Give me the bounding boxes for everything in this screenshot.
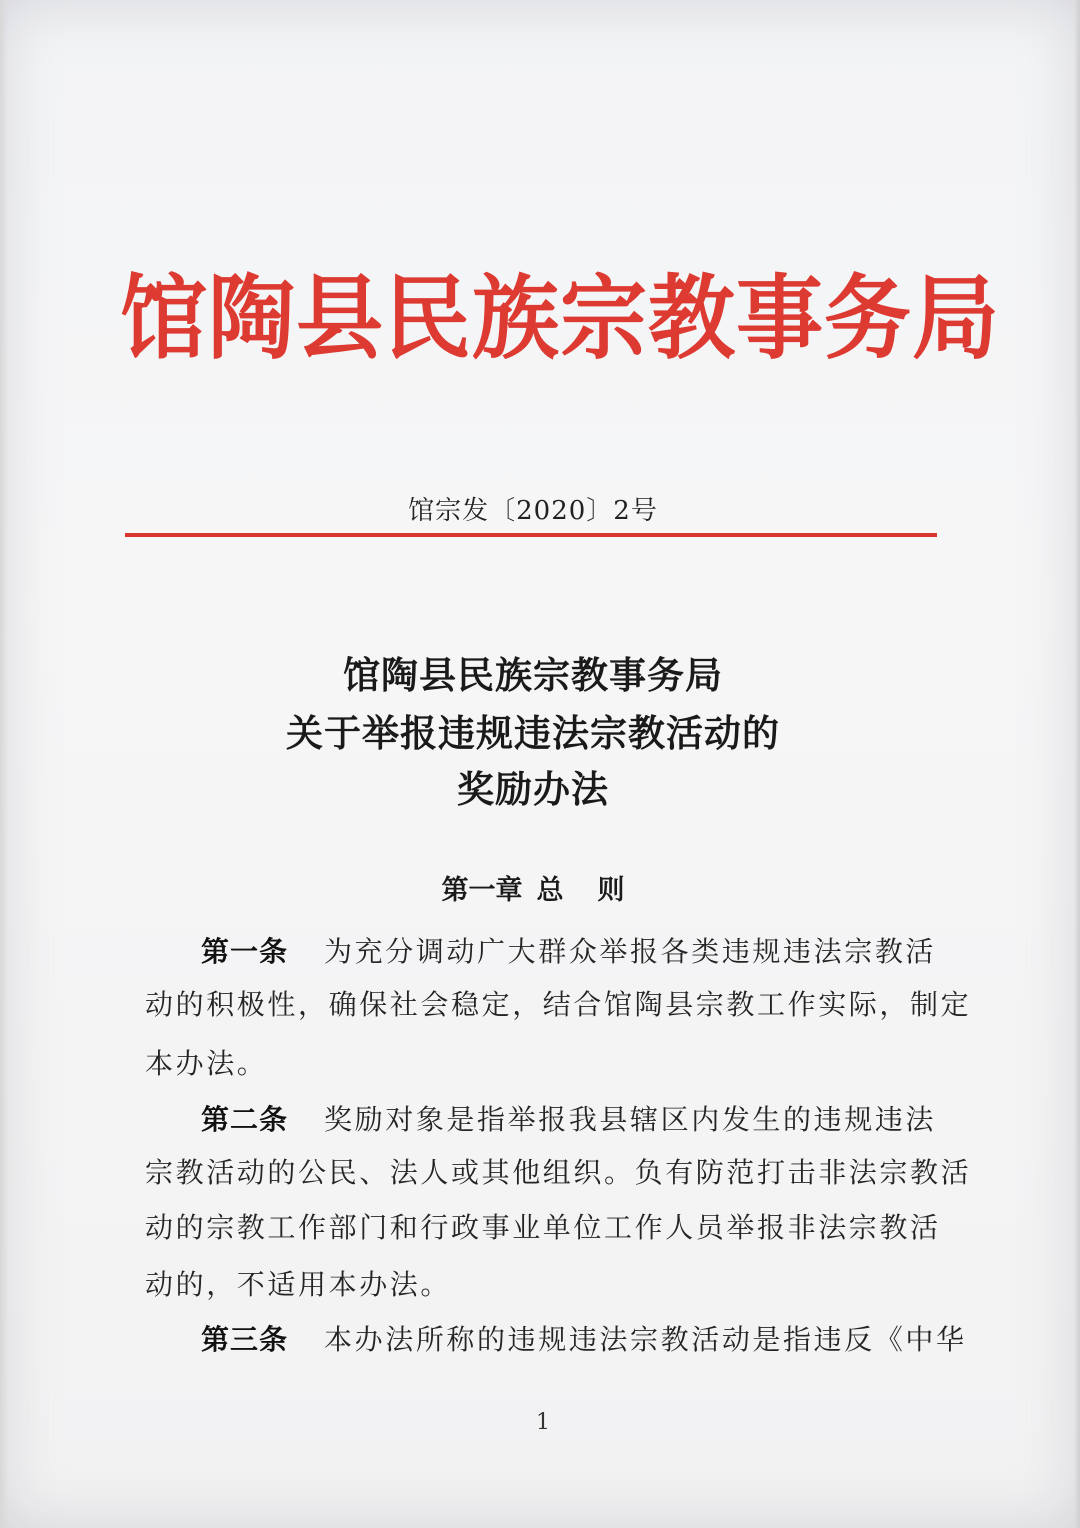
article-1-text-1: 为充分调动广大群众举报各类违规违法宗教活 [324, 935, 937, 968]
paper-edge-right [1074, 0, 1080, 1528]
red-divider-line [125, 533, 937, 537]
article-1-line-3: 本办法。 [145, 1047, 268, 1080]
agency-red-header: 馆陶县民族宗教事务局 [120, 263, 1000, 372]
page-number: 1 [536, 1410, 550, 1435]
article-2-label: 第二条 [201, 1103, 289, 1136]
article-3-line-1 [145, 1318, 967, 1358]
document-number: 馆宗发〔2020〕2号 [408, 496, 658, 526]
article-1-line-1 [145, 930, 940, 970]
article-1-line-2: 动的积极性，确保社会稳定，结合馆陶县宗教工作实际，制定 [145, 988, 972, 1021]
chapter-title-char-2: 则 [597, 875, 625, 906]
article-2-line-1 [145, 1098, 940, 1138]
title-line-3: 奖励办法 [457, 767, 609, 811]
chapter-number: 第一章 [441, 875, 523, 906]
article-2-line-4: 动的，不适用本办法。 [145, 1268, 452, 1301]
chapter-title-char-1: 总 [536, 875, 564, 906]
chapter-heading [0, 868, 1066, 907]
article-3-text-1: 本办法所称的违规违法宗教活动是指违反《中华 [324, 1323, 967, 1356]
title-line-1: 馆陶县民族宗教事务局 [343, 653, 723, 697]
article-3-label: 第三条 [201, 1323, 289, 1356]
article-2-line-3: 动的宗教工作部门和行政事业单位工作人员举报非法宗教活 [145, 1211, 941, 1244]
article-2-text-1: 奖励对象是指举报我县辖区内发生的违规违法 [324, 1103, 937, 1136]
article-2-line-2: 宗教活动的公民、法人或其他组织。负有防范打击非法宗教活 [145, 1156, 972, 1189]
article-1-label: 第一条 [201, 935, 289, 968]
title-line-2: 关于举报违规违法宗教活动的 [286, 711, 780, 755]
